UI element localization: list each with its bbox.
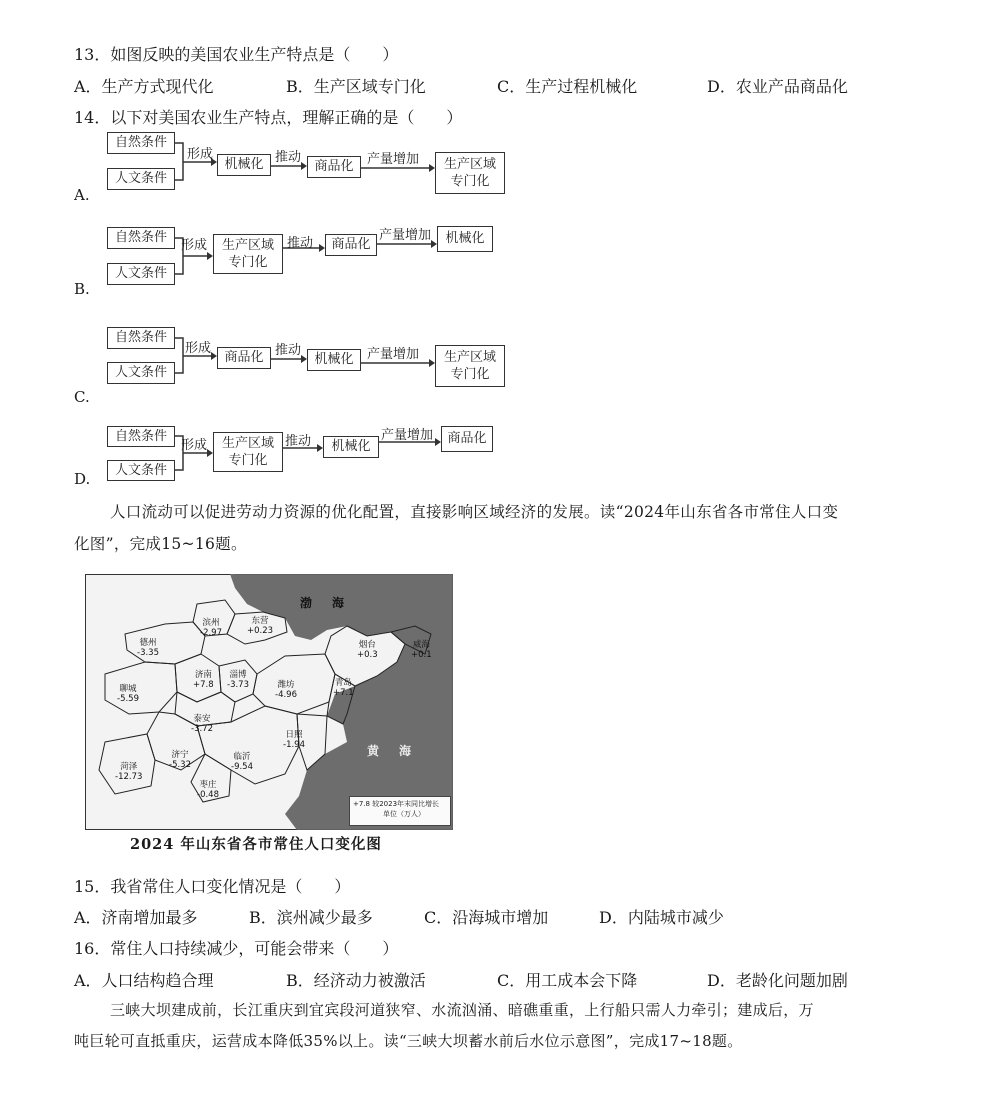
city-value: -3.35 — [137, 648, 159, 658]
intro-15-16-line1: 人口流动可以促进劳动力资源的优化配置，直接影响区域经济的发展。读“2024年山东省各市常住人口变 — [110, 503, 839, 521]
city-value: -5.32 — [169, 760, 191, 770]
city-binzhou — [200, 618, 222, 638]
flowchart-d — [105, 422, 515, 486]
city-zaozhuang — [197, 780, 219, 800]
city-name: 聊城 — [119, 684, 137, 694]
city-value: -4.96 — [275, 690, 297, 700]
q14-option-a-letter: A. — [74, 186, 90, 204]
city-liaocheng — [117, 684, 139, 704]
city-name: 泰安 — [193, 714, 211, 724]
flow-c-node-1: 商品化 — [217, 347, 271, 369]
flow-c-node-2: 机械化 — [307, 349, 361, 371]
city-weihai — [411, 640, 432, 660]
city-name: 菏泽 — [120, 762, 138, 772]
flow-d-edge-drive: 推动 — [285, 434, 312, 449]
flow-d-node-2: 机械化 — [323, 436, 379, 458]
map-legend — [349, 796, 451, 826]
flow-d-node-1 — [213, 432, 283, 472]
city-jinan — [193, 670, 214, 690]
flow-a-natural-conditions: 自然条件 — [107, 132, 175, 154]
flow-a-edge-form: 形成 — [187, 147, 214, 162]
q13-option-a: A．生产方式现代化 — [74, 77, 214, 96]
flowchart-c — [105, 325, 515, 395]
city-jining — [169, 750, 191, 770]
intro-17-18-line2: 吨巨轮可直抵重庆，运营成本降低35%以上。读“三峡大坝蓄水前后水位示意图”，完成17~18题。 — [74, 1032, 743, 1050]
q16-option-b: B．经济动力被激活 — [286, 971, 426, 990]
q14-option-b-letter: B. — [74, 280, 90, 298]
q13-stem: 13．如图反映的美国农业生产特点是（ ） — [74, 45, 399, 64]
flow-a-edge-increase: 产量增加 — [367, 152, 420, 167]
q16-stem: 16．常住人口持续减少，可能会带来（ ） — [74, 939, 399, 958]
q14-option-d-letter: D. — [74, 470, 91, 488]
legend-line2: 单位（万人） — [383, 810, 425, 818]
flow-c-human-conditions: 人文条件 — [107, 362, 175, 384]
sea-label-huanghai: 黄 海 — [367, 744, 416, 758]
flow-b-edge-form: 形成 — [181, 238, 208, 253]
city-heze — [115, 762, 142, 782]
city-weifang — [275, 680, 297, 700]
q16-option-d: D．老龄化问题加剧 — [707, 971, 848, 990]
city-name: 济南 — [194, 670, 212, 680]
city-name: 青岛 — [334, 678, 352, 688]
flow-c-node-3 — [435, 345, 505, 387]
flow-b-edge-drive: 推动 — [287, 236, 314, 251]
city-value: +0.1 — [411, 650, 432, 660]
shandong-population-map — [85, 574, 453, 830]
city-dezhou — [137, 638, 159, 658]
flow-c-edge-form: 形成 — [185, 341, 212, 356]
q15-option-c: C．沿海城市增加 — [424, 908, 549, 927]
city-value: -3.72 — [191, 724, 213, 734]
city-rizhao — [283, 730, 305, 750]
flow-a-human-conditions: 人文条件 — [107, 168, 175, 190]
city-name: 德州 — [139, 638, 157, 648]
city-value: +0.23 — [247, 626, 274, 636]
flow-b-node-1 — [213, 234, 283, 274]
city-name: 枣庄 — [199, 780, 217, 790]
q15-option-b: B．滨州减少最多 — [249, 908, 373, 927]
map-graphic — [85, 574, 453, 830]
city-name: 滨州 — [202, 618, 220, 628]
city-name: 淄博 — [229, 670, 247, 680]
flow-c-node-3-line2: 专门化 — [450, 367, 490, 382]
flow-b-edge-increase: 产量增加 — [379, 228, 432, 243]
q13-option-b: B．生产区域专门化 — [286, 77, 426, 96]
flowchart-b — [105, 222, 515, 292]
city-name: 济宁 — [171, 750, 189, 760]
q13-option-d: D．农业产品商品化 — [707, 77, 848, 96]
q16-option-c: C．用工成本会下降 — [497, 971, 638, 990]
city-value: +0.3 — [357, 650, 378, 660]
intro-17-18-line1: 三峡大坝建成前，长江重庆到宜宾段河道狭窄、水流汹涌、暗礁重重，上行船只需人力牵引；建成后，万 — [110, 1001, 814, 1019]
city-name: 临沂 — [233, 752, 251, 762]
flow-d-natural-conditions: 自然条件 — [107, 426, 175, 447]
city-dongying — [247, 616, 273, 636]
flow-c-natural-conditions: 自然条件 — [107, 327, 175, 349]
flow-d-node-1-line2: 专门化 — [228, 453, 268, 468]
flow-c-edge-drive: 推动 — [275, 343, 302, 358]
q14-stem: 14．以下对美国农业生产特点，理解正确的是（ ） — [74, 108, 463, 127]
flow-a-edge-drive: 推动 — [275, 150, 302, 165]
flow-d-edge-form: 形成 — [181, 438, 208, 453]
flow-b-human-conditions: 人文条件 — [107, 263, 175, 285]
q14-option-c-letter: C. — [74, 388, 90, 406]
city-zibo — [227, 670, 249, 690]
flow-c-edge-increase: 产量增加 — [367, 347, 420, 362]
flowchart-a — [105, 130, 515, 200]
q16-option-a: A．人口结构趋合理 — [74, 971, 214, 990]
flow-d-edge-increase: 产量增加 — [381, 428, 434, 443]
city-value: -2.97 — [200, 628, 222, 638]
city-value: -1.94 — [283, 740, 305, 750]
flow-b-node-1-line1: 生产区域 — [221, 238, 274, 253]
flow-d-node-1-line1: 生产区域 — [221, 436, 274, 451]
city-name: 潍坊 — [277, 680, 295, 690]
flow-b-node-2: 商品化 — [325, 234, 377, 256]
city-name: 威海 — [412, 640, 430, 650]
city-value: -3.73 — [227, 680, 249, 690]
map-caption: 2024 年山东省各市常住人口变化图 — [130, 836, 382, 853]
flow-a-node-1: 机械化 — [217, 154, 271, 176]
flow-a-node-3-line1: 生产区域 — [443, 157, 496, 172]
flow-b-node-1-line2: 专门化 — [228, 255, 268, 270]
q13-option-c: C．生产过程机械化 — [497, 77, 638, 96]
flow-d-human-conditions: 人文条件 — [107, 460, 175, 481]
sea-label-bohai: 渤 海 — [300, 596, 349, 610]
city-value: -5.59 — [117, 694, 139, 704]
flow-b-node-3: 机械化 — [437, 226, 493, 252]
city-value: +7.1 — [333, 688, 354, 698]
q15-stem: 15．我省常住人口变化情况是（ ） — [74, 877, 351, 896]
city-name: 烟台 — [358, 640, 376, 650]
city-name: 日照 — [285, 730, 303, 740]
intro-15-16-line2: 化图”，完成15~16题。 — [74, 535, 247, 553]
flow-a-node-3-line2: 专门化 — [450, 174, 490, 189]
city-yantai — [357, 640, 378, 660]
city-value: -9.54 — [231, 762, 253, 772]
city-linyi — [231, 752, 253, 772]
flow-d-node-3: 商品化 — [441, 426, 493, 452]
flow-a-node-3 — [435, 152, 505, 194]
city-value: -12.73 — [115, 772, 143, 782]
q15-option-d: D．内陆城市减少 — [599, 908, 724, 927]
city-value: -0.48 — [197, 790, 219, 800]
flow-b-natural-conditions: 自然条件 — [107, 227, 175, 249]
legend-line1: +7.8 较2023年末同比增长 — [353, 800, 440, 808]
city-value: +7.8 — [193, 680, 214, 690]
flow-a-node-2: 商品化 — [307, 156, 361, 178]
flow-c-node-3-line1: 生产区域 — [443, 350, 496, 365]
city-qingdao — [333, 678, 354, 698]
city-taian — [191, 714, 213, 734]
q15-option-a: A．济南增加最多 — [74, 908, 198, 927]
city-name: 东营 — [251, 616, 269, 626]
